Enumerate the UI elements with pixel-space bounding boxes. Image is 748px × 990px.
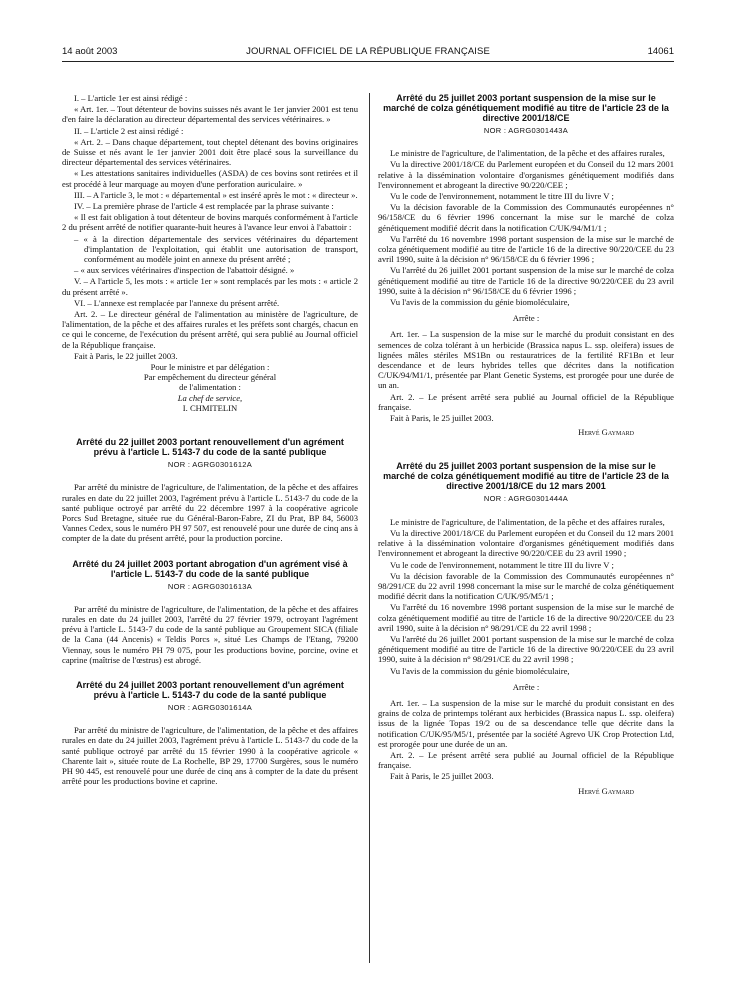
arrete-heading: Arrête : [512, 313, 540, 324]
nor-reference: NOR : AGRG0301612A [167, 460, 253, 470]
paragraph: Par arrêté du ministre de l'agriculture, de l'alimentation, de la pêche et des affaires rurales en date du 24 juillet 2003, l'agrément prévu à l'article L. 5143-7 du code de la santé publique octroyé par arrêté du 15 février 1990 à la coopérative agricole « Charente lait », située route de La Rochelle, BP 29, 17700 Surgères, sous le numéro PH 90 445, est renouvelé pour une durée de cinq ans à compter de la date du présent arrêté pour les productions bovine et caprine. [62, 725, 358, 787]
paragraph: « Il est fait obligation à tout détenteur de bovins marqués conformément à l'article 2 du présent arrêté de notifier quarante-huit heures à l'avance leur envoi à l'abattoir : [62, 212, 358, 233]
paragraph: Vu la directive 2001/18/CE du Parlement européen et du Conseil du 12 mars 2001 relative à la dissémination volontaire d'organismes génétiquement modifiés dans l'environnement et abrogeant la directive 90/220/CEE du 23 avril 1990 ; [378, 527, 674, 559]
paragraph: I. – L'article 1er est ainsi rédigé : [74, 93, 188, 103]
article: Art. 2. – Le présent arrêté sera publié au Journal officiel de la République française. [378, 749, 674, 771]
paragraph: V. – A l'article 5, les mots : « article 1er » sont remplacés par les mots : « article 2 du présent arrêté ». [62, 276, 358, 297]
paragraph: « Art. 1er. – Tout détenteur de bovins suisses nés avant le 1er janvier 2001 est tenu d'en faire la déclaration au directeur départemental des services vétérinaires. » [62, 104, 358, 125]
column-divider [369, 93, 370, 963]
page-number: 14061 [647, 46, 674, 57]
signature-line: La chef de service, [177, 392, 243, 403]
paragraph: Vu la décision favorable de la Commission des Communautés européennes n° 98/291/CE du 22 avril 1998 concernant la mise sur le marché de colza génétiquement modifié décrit dans la notification C/UK/95/M5/1 ; [378, 570, 674, 602]
decree-title: Arrêté du 22 juillet 2003 portant renouvellement d'un agrément prévu à l'article L. 5143-7 du code de la santé publique [76, 437, 344, 458]
paragraph: Par arrêté du ministre de l'agriculture, de l'alimentation, de la pêche et des affaires rurales en date du 24 juillet 2003, l'arrêté du 27 février 1979, octroyant l'agrément prévu à l'article L. 5143-7 du code de la santé publique au Groupement SICA (filiale de la Cana (44 Ancenis) « Teldis Porcs », situé Les Champs de l'Etang, 79200 Viennay, sous le numéro PH 79 075, pour les productions bovine, porcine, ovine et caprine (maîtrise de l'œstrus) est abrogé. [62, 603, 358, 665]
header-date: 14 août 2003 [62, 46, 118, 57]
paragraph: Fait à Paris, le 25 juillet 2003. [390, 413, 494, 424]
paragraph: Art. 2. – Le directeur général de l'alimentation au ministère de l'agriculture, de l'alimentation, de la pêche et des affaires rurales et les préfets sont chargés, chacun en ce qui le concerne, de l'exécution du présent arrêté, qui sera publié au Journal officiel de la République française. [62, 309, 358, 350]
paragraph: VI. – L'annexe est remplacée par l'annexe du présent arrêté. [74, 297, 280, 308]
header-rule [62, 61, 674, 62]
right-column [378, 93, 674, 796]
signature-name: Hervé Gaymard [578, 427, 634, 438]
signature-line: Par empêchement du directeur général [143, 372, 277, 383]
page-header [62, 46, 674, 60]
decree-title: Arrêté du 24 juillet 2003 portant renouvellement d'un agrément prévu à l'article L. 5143-7 du code de la santé publique [76, 679, 344, 700]
paragraph: Vu l'arrêté du 16 novembre 1998 portant suspension de la mise sur le marché de colza génétiquement modifié au titre de l'article 16 de la directive 90/220/CEE du 23 avril 1990, suite à la décision n° 98/291/CE du 22 avril 1998 ; [378, 602, 674, 633]
article: Art. 2. – Le présent arrêté sera publié au Journal officiel de la République française. [378, 391, 674, 412]
list-item: – « aux services vétérinaires d'inspection de l'abattoir désigné. » [74, 265, 295, 276]
signature-line: de l'alimentation : [179, 382, 241, 393]
paragraph: Vu l'arrêté du 26 juillet 2001 portant suspension de la mise sur le marché de colza génétiquement modifié au titre de l'article 16 de la directive 90/220/CEE du 23 avril 1990, suite à la décision n° 96/158/CE du 6 février 1996 ; [378, 265, 674, 296]
signature-name: I. CHMITELIN [182, 402, 238, 413]
arrete-heading: Arrête : [512, 681, 540, 692]
paragraph: Vu l'avis de la commission du génie biomoléculaire, [390, 665, 570, 676]
paragraph: « Les attestations sanitaires individuelles (ASDA) de ces bovins sont retirées et il est procédé à leur marquage au moyen d'une perforation auriculaire. » [62, 168, 358, 189]
signature-name: Hervé Gaymard [578, 785, 634, 796]
decree-title: Arrêté du 25 juillet 2003 portant suspension de la mise sur le marché de colza génétiquement modifié au titre de l'article 23 de la directive 2001/18/CE du 12 mars 2001 [383, 461, 669, 492]
paragraph: Le ministre de l'agriculture, de l'alimentation, de la pêche et des affaires rurales, [390, 516, 665, 527]
paragraph: Fait à Paris, le 25 juillet 2003. [390, 771, 494, 782]
nor-reference: NOR : AGRG0301444A [483, 494, 569, 504]
nor-reference: NOR : AGRG0301613A [167, 581, 253, 591]
journal-title: JOURNAL OFFICIEL DE LA RÉPUBLIQUE FRANÇAISE [246, 46, 490, 57]
decree-title: Arrêté du 24 juillet 2003 portant abrogation d'un agrément visé à l'article L. 5143-7 du code de la santé publique [72, 558, 348, 579]
paragraph: Fait à Paris, le 22 juillet 2003. [74, 350, 178, 361]
decree-title: Arrêté du 25 juillet 2003 portant suspension de la mise sur le marché de colza génétiquement modifié au titre de l'article 23 de la directive 2001/18/CE [383, 93, 669, 123]
article: Art. 1er. – La suspension de la mise sur le marché du produit consistant en des semences de colza tolérant à un herbicide (Brassica napus L. ssp. oleifera) issues de lignées mâles stériles MS1Bn ou restauratrices de la fertilité RF1Bn et leur descendance et de leurs hybrides telles que décrites dans la notification C/UK/94/M1/1, présentée par Plant Genetic Systems, est prorogée pour une durée de un an. [378, 329, 674, 391]
paragraph: II. – L'article 2 est ainsi rédigé : [74, 125, 184, 136]
paragraph: Vu l'arrêté du 16 novembre 1998 portant suspension de la mise sur le marché de colza génétiquement modifié au titre de l'article 16 de la directive 90/220/CEE du 23 avril 1990, suite à la décision n° 96/158/CE du 6 février 1996 ; [378, 233, 674, 265]
paragraph: Vu le code de l'environnement, notamment le titre III du livre V ; [390, 191, 614, 202]
paragraph: III. – A l'article 3, le mot : « départemental » est inséré après le mot : « directeur ». [74, 189, 358, 200]
paragraph: « Art. 2. – Dans chaque département, tout cheptel détenant des bovins originaires de Suisse et nés avant le 1er janvier 2001 doit être placé sous la surveillance du directeur départemental des services vétérinaires. [62, 136, 358, 168]
nor-reference: NOR : AGRG0301443A [483, 126, 569, 135]
paragraph: Vu l'avis de la commission du génie biomoléculaire, [390, 297, 570, 308]
paragraph: IV. – La première phrase de l'article 4 est remplacée par la phrase suivante : [74, 201, 334, 212]
paragraph: Vu le code de l'environnement, notamment le titre III du livre V ; [390, 559, 614, 570]
paragraph: Par arrêté du ministre de l'agriculture, de l'alimentation, de la pêche et des affaires rurales en date du 22 juillet 2003, l'agrément prévu à l'article L. 5143-7 du code de la santé publique octroyé par arrêté du 22 décembre 1997 à la coopérative agricole Porcs Sud Bretagne, située rue du Général-Baron-Fabre, ZI du Prat, BP 84, 56003 Vannes Cedex, sous le numéro PH 97 507, est renouvelé pour une durée de cinq ans à compter de la date du présent arrêté, pour la production porcine. [62, 482, 358, 544]
signature-line: Pour le ministre et par délégation : [150, 362, 270, 373]
paragraph: Vu la décision favorable de la Commission des Communautés européennes n° 96/158/CE du 6 février 1996 concernant la mise sur le marché de colza génétiquement modifié décrit dans la notification C/UK/94/M1/1 ; [378, 202, 674, 233]
paragraph: Vu la directive 2001/18/CE du Parlement européen et du Conseil du 12 mars 2001 relative à la dissémination volontaire d'organismes génétiquement modifiés dans l'environnement et abrogeant la directive 90/220/CEE ; [378, 159, 674, 190]
list-item: – « à la direction départementale des services vétérinaires du département d'implantation de l'exploitation, qui établit une autorisation de transport, conformément au modèle joint en annexe du présent arrêté ; [74, 233, 358, 265]
left-column [62, 93, 358, 787]
nor-reference: NOR : AGRG0301614A [167, 702, 253, 712]
paragraph: Le ministre de l'agriculture, de l'alimentation, de la pêche et des affaires rurales, [390, 148, 665, 159]
paragraph: Vu l'arrêté du 26 juillet 2001 portant suspension de la mise sur le marché de colza génétiquement modifié au titre de l'article 16 de la directive 90/220/CEE du 23 avril 1990, suite à la décision n° 98/291/CE du 22 avril 1998 ; [378, 633, 674, 665]
article: Art. 1er. – La suspension de la mise sur le marché du produit consistant en des grains de colza de printemps tolérant aux herbicides (Brassica napus L. ssp. oleifera) issus de la lignée Topas 19/2 ou de sa descendance telle que décrite dans la notification C/UK/95/M5/1, présentée par la société Agrevo UK Crop Protection Ltd, est prorogée pour une durée de un an. [378, 697, 674, 749]
